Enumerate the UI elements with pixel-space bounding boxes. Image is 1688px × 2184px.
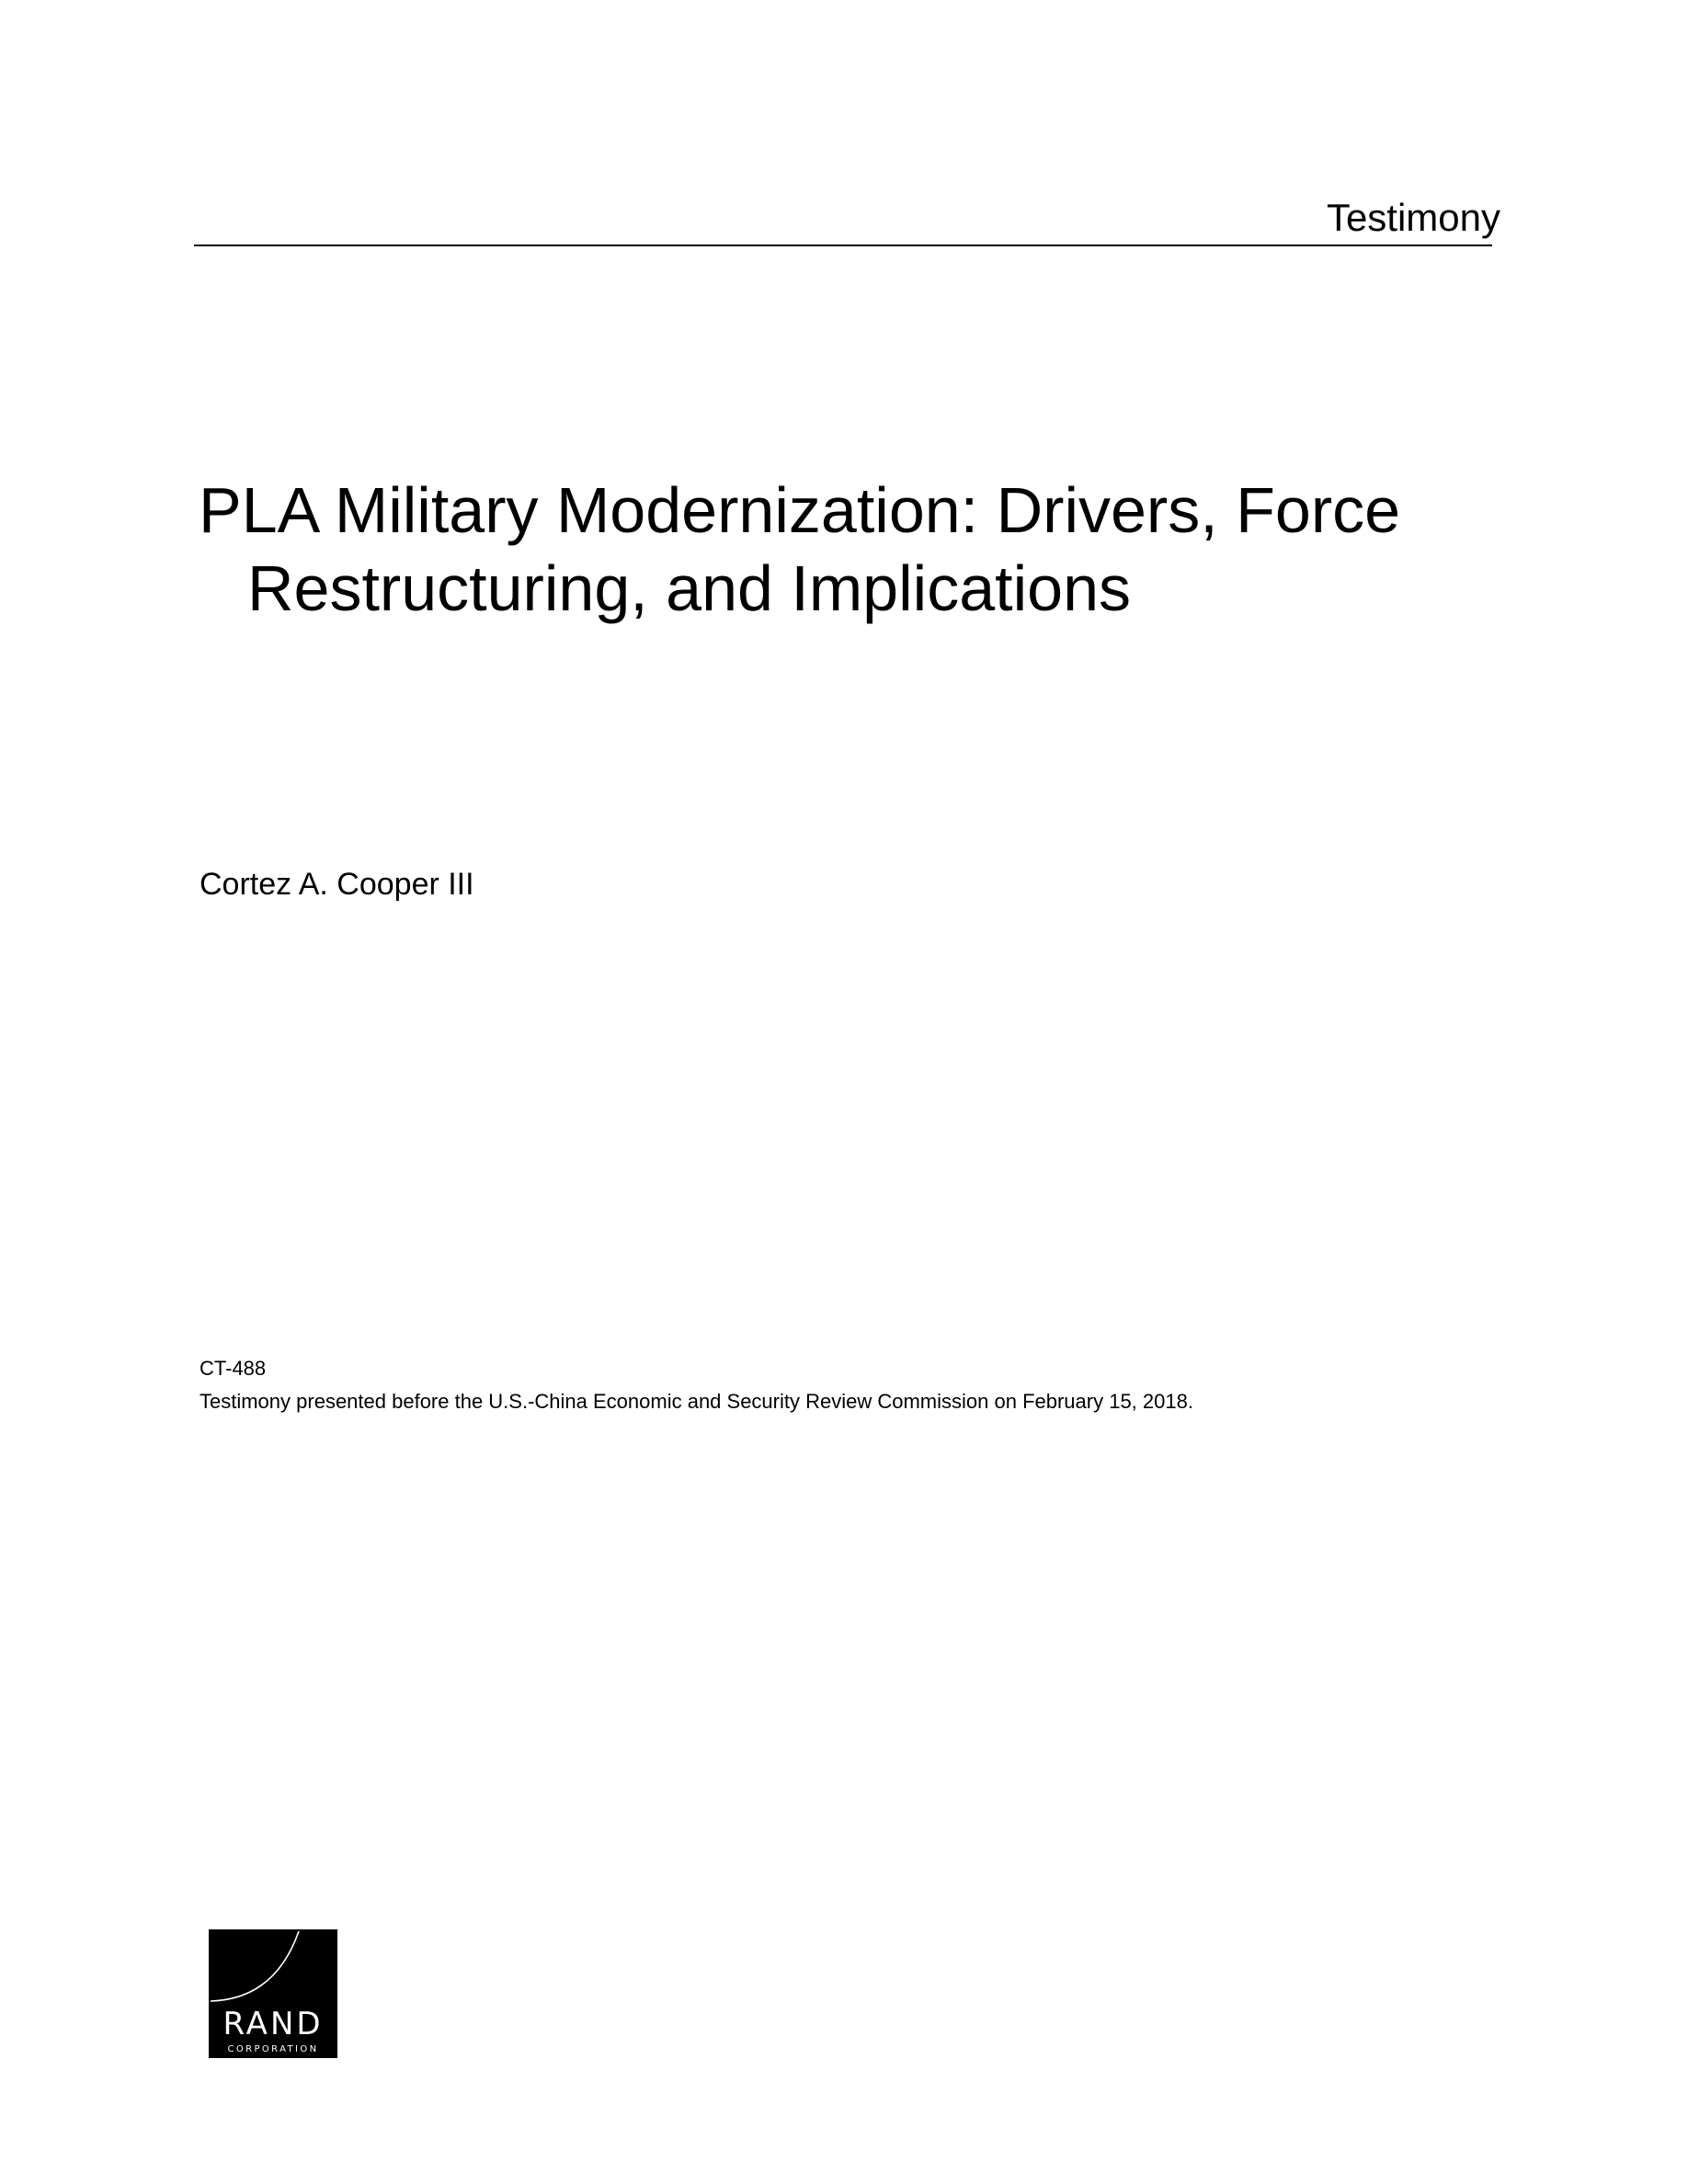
author-name: Cortez A. Cooper III	[200, 867, 474, 902]
document-title	[199, 472, 1504, 628]
logo-subtitle: CORPORATION	[227, 2044, 319, 2054]
title-line-1: PLA Military Modernization: Drivers, Force	[199, 474, 1401, 546]
header-divider	[194, 245, 1492, 246]
report-number: CT-488	[200, 1357, 267, 1380]
rand-corporation-logo	[209, 1929, 337, 2058]
logo-wordmark: RAND	[222, 2006, 324, 2042]
document-type-label: Testimony	[1326, 196, 1500, 239]
testimony-note: Testimony presented before the U.S.-China Economic and Security Review Commission on February 15, 2018.	[200, 1390, 1193, 1413]
title-line-2: Restructuring, and Implications	[247, 552, 1131, 624]
